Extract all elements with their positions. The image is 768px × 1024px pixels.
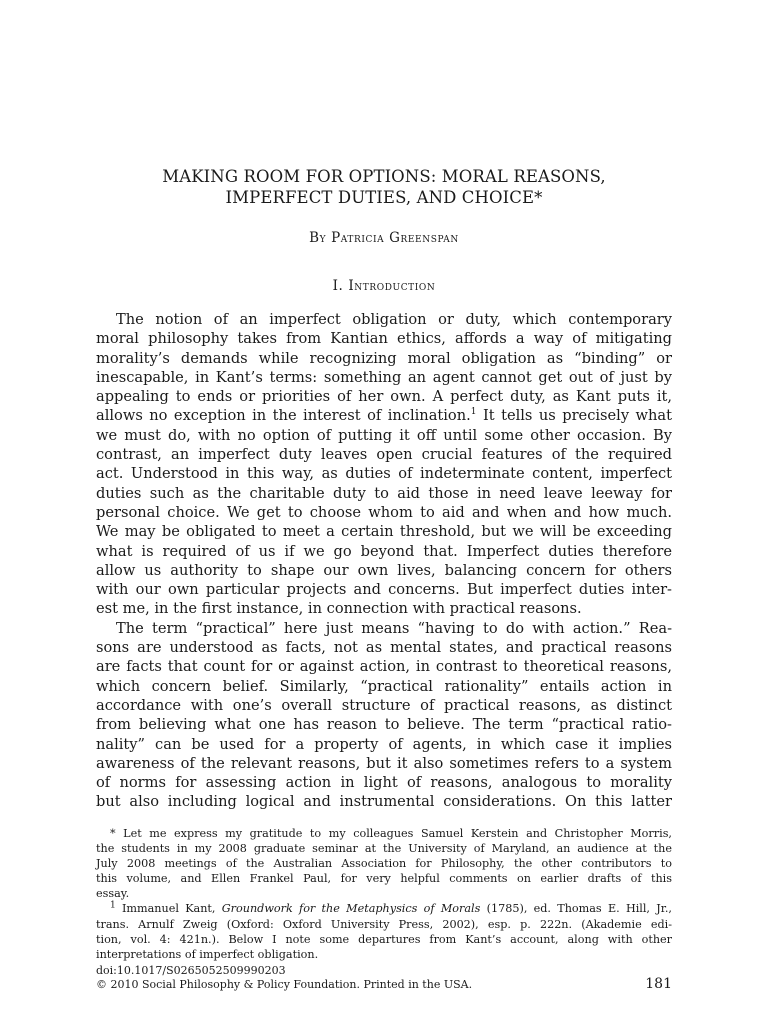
body-line: of norms for assessing action in light of reasons, analogous to morality (96, 774, 672, 792)
title-line-1: MAKING ROOM FOR OPTIONS: MORAL REASONS, (162, 167, 606, 186)
footnote-line: tion, vol. 4: 421n.). Below I note some departures from Kant’s account, along with other (96, 932, 672, 946)
body-line: appealing to ends or priorities of her own. A perfect duty, as Kant puts it, (96, 388, 672, 406)
copyright-text: © 2010 Social Philosophy & Policy Foundation. Printed in the USA. (96, 978, 473, 991)
page-footer (96, 964, 672, 992)
body-line: which concern belief. Similarly, “practical rationality” entails action in (96, 677, 672, 695)
body-line: with our own particular projects and concerns. But imperfect duties inter- (96, 581, 672, 599)
footnote-1-mark: 1 (110, 900, 116, 911)
body-line: but also including logical and instrumental considerations. On this latter (96, 793, 672, 811)
body-line: accordance with one’s overall structure of practical reasons, as distinct (96, 696, 672, 714)
body-line: awareness of the relevant reasons, but it also sometimes refers to a system (96, 754, 672, 772)
body-line: The notion of an imperfect obligation or duty, which contemporary (116, 311, 672, 328)
footnote-line: the students in my 2008 graduate seminar at the University of Maryland, an audience at the (96, 842, 672, 856)
body-line: we must do, with no option of putting it off until some other occasion. By (96, 426, 672, 444)
body-line: est me, in the first instance, in connection with practical reasons. (96, 600, 582, 618)
body-line-part: It tells us precisely what (476, 407, 673, 425)
footnote-reference-1[interactable]: 1 (470, 407, 477, 418)
footnote-1-first-line (96, 901, 672, 916)
body-line: duties such as the charitable duty to aid those in need leave leeway for (96, 484, 672, 502)
body-line: what is required of us if we go beyond that. Imperfect duties therefore (96, 542, 672, 560)
body-line: nality” can be used for a property of agents, in which case it implies (96, 735, 672, 753)
footnote-line: * Let me express my gratitude to my colleagues Samuel Kerstein and Christopher Morris, (110, 827, 672, 840)
body-line: are facts that count for or against action, in contrast to theoretical reasons, (96, 658, 672, 676)
footnote-line: this volume, and Ellen Frankel Paul, for very helpful comments on earlier drafts of this (96, 872, 672, 886)
footnote-line: trans. Arnulf Zweig (Oxford: Oxford University Press, 2002), esp. p. 222n. (Akademie edi- (96, 917, 672, 931)
footnote-1-book-title: Groundwork for the Metaphysics of Morals (221, 902, 481, 916)
body-line: contrast, an imperfect duty leaves open crucial features of the required (96, 446, 672, 464)
footnote-line: essay. (96, 887, 130, 901)
body-text (96, 310, 672, 812)
body-line: The term “practical” here just means “having to do with action.” Rea- (116, 619, 672, 637)
title-line-2: IMPERFECT DUTIES, AND CHOICE* (225, 188, 543, 207)
body-line: inescapable, in Kant’s terms: something an agent cannot get out of just by (96, 368, 672, 386)
page-number: 181 (645, 976, 672, 992)
footnotes (96, 826, 672, 962)
footnote-line: July 2008 meetings of the Australian Association for Philosophy, the other contributors to (96, 857, 672, 871)
body-line: sons are understood as facts, not as mental states, and practical reasons (96, 639, 672, 657)
footnote-1-text: Immanuel Kant, (115, 902, 222, 916)
doi-text: doi:10.1017/S0265052509990203 (96, 964, 286, 977)
footnote-1-text: (1785), ed. Thomas E. Hill, Jr., (480, 902, 672, 916)
body-line: morality’s demands while recognizing moral obligation as “binding” or (96, 349, 672, 367)
body-line: We may be obligated to meet a certain threshold, but we will be exceeding (96, 523, 672, 541)
body-line: act. Understood in this way, as duties of indeterminate content, imperfect (96, 465, 672, 483)
body-line-part: allows no exception in the interest of inclination. (96, 407, 471, 425)
author-byline: By Patricia Greenspan (309, 230, 459, 246)
body-line: moral philosophy takes from Kantian ethics, affords a way of mitigating (96, 330, 672, 348)
article-title (96, 166, 672, 208)
body-line-with-footnote (96, 406, 672, 425)
body-line: allow us authority to shape our own lives, balancing concern for others (96, 561, 672, 579)
body-line: personal choice. We get to choose whom to aid and when and how much. (96, 503, 672, 521)
body-line: from believing what one has reason to believe. The term “practical ratio- (96, 716, 672, 734)
section-heading: I. Introduction (332, 278, 436, 294)
footnote-line: interpretations of imperfect obligation. (96, 947, 319, 961)
